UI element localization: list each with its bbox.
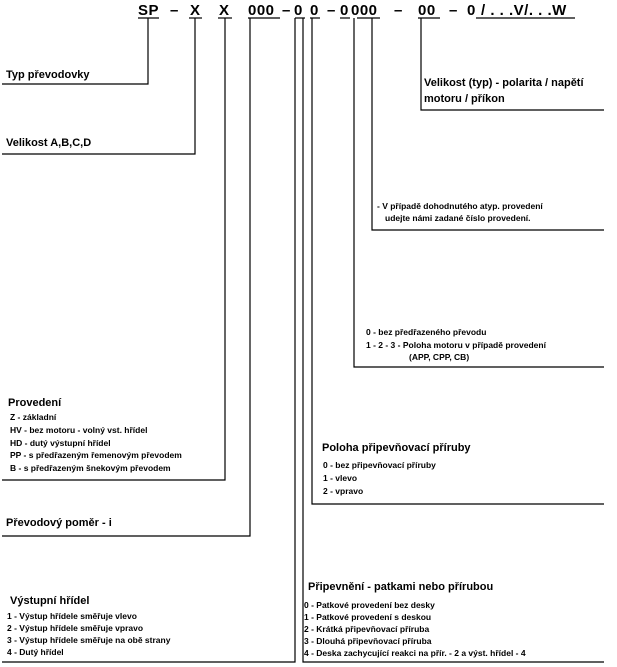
pripevneni-item: 2 - Krátká připevňovací příruba [304,624,430,634]
provedeni-item: HD - dutý výstupní hřídel [10,438,111,448]
label-motor-line-1: Velikost (typ) - polarita / napětí [424,77,584,89]
provedeni-item: PP - s předřazeným řemenovým převodem [10,450,182,460]
label-poloha-motoru-line-1: 0 - bez předřazeného převodu [366,327,487,337]
code-output-shaft: 0 [294,2,303,19]
label-atyp-line-2: udejte námi zadané číslo provedení. [385,213,531,223]
pripevneni-item: 1 - Patkové provedení s deskou [304,612,432,622]
vystupni-item: 2 - Výstup hřídele směřuje vpravo [7,623,144,633]
leader-poloha-motoru [354,18,604,367]
provedeni-item: B - s předřazeným šnekovým převodem [10,463,171,473]
code-motor-position: 0 [340,2,349,19]
leader-atyp [372,18,604,230]
provedeni-item: HV - bez motoru - volný vst. hřídel [10,425,148,435]
priruba-item: 0 - bez připevňovací příruby [323,460,436,470]
priruba-item: 1 - vlevo [323,473,358,483]
code-ratio: 000 [248,2,275,19]
label-prevodovy-pomer: Převodový poměr - i [6,517,112,529]
code-dash-2: – [282,2,291,19]
leader-priruba [312,18,604,504]
vystupni-title: Výstupní hřídel [10,595,90,607]
pripevneni-title: Připevnění - patkami nebo přírubou [308,581,494,593]
label-poloha-motoru-line-2: 1 - 2 - 3 - Poloha motoru v případě provedení [366,340,546,350]
vystupni-item: 4 - Dutý hřídel [7,647,64,657]
code-x-variant: X [219,2,230,19]
label-poloha-motoru-line-3: (APP, CPP, CB) [409,352,470,362]
code-dash-4: – [394,2,403,19]
code-dash-3: – [327,2,336,19]
label-typ-prevodovky: Typ převodovky [6,69,90,81]
label-atyp-line-1: - V případě dohodnutého atyp. provedení [377,201,543,211]
priruba-item: 2 - vpravo [323,486,364,496]
code-dash-5: – [449,2,458,19]
code-polarity: 0 [467,2,476,19]
provedeni-title: Provedení [8,397,62,409]
code-mounting: 0 [310,2,319,19]
vystupni-item: 3 - Výstup hřídele směřuje na obě strany [7,635,171,645]
label-motor-line-2: motoru / příkon [424,93,505,105]
pripevneni-item: 0 - Patkové provedení bez desky [304,600,435,610]
code-voltage-power: / . . .V/. . .W [481,2,567,19]
code-sp: SP [138,2,160,19]
label-velikost: Velikost A,B,C,D [6,137,92,149]
leader-vystupni [2,18,295,662]
code-special: 000 [351,2,378,19]
provedeni-item: Z - základní [10,412,57,422]
pripevneni-item: 4 - Deska zachycující reakci na přír. - 2 a výst. hřídel - 4 [304,648,526,658]
leader-velikost [2,18,195,154]
leader-provedeni [2,18,225,480]
code-x-size: X [190,2,201,19]
code-motor-size: 00 [418,2,436,19]
code-dash-1: – [170,2,179,19]
pripevneni-item: 3 - Dlouhá připevňovací příruba [304,636,432,646]
priruba-title: Poloha připevňovací příruby [322,442,471,454]
vystupni-item: 1 - Výstup hřídele směřuje vlevo [7,611,137,621]
